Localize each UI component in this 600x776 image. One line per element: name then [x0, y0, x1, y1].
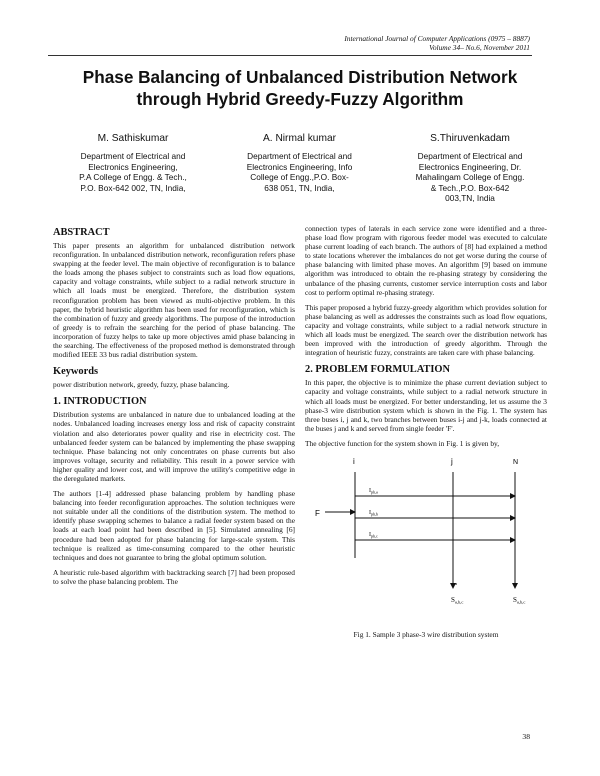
- aff-line: & Tech.,P.O. Box-642: [430, 182, 510, 193]
- aff-line: 638 051, TN, India,: [264, 182, 335, 193]
- title-line-1: Phase Balancing of Unbalanced Distribution Network: [82, 67, 518, 87]
- header-rule: [48, 55, 532, 56]
- current-a-label: $I_{ph,a}$: [369, 487, 378, 495]
- introduction-heading: 1. INTRODUCTION: [53, 396, 147, 408]
- aff-line: Department of Electrical and: [417, 151, 523, 161]
- keywords-text: power distribution network, greedy, fuzzy, phase balancing.: [53, 380, 230, 390]
- keywords-heading: Keywords: [53, 366, 99, 378]
- introduction-paragraph: The authors [1-4] addressed phase balancing problem by handling phase balancing into feeder reconfiguration approaches. The solution techniques were not suitable under all the conditions of the distribution system. The method to identify phase swapping schemes to balance a radial feeder system based on the loads at each load point had been described in [5]. Simulated annealing [6] procedure had been adopted for phase balancing for large-scale system. This technique is realized as time-consuming compared to the other heuristic techniques and does not guarantee to bring the global optimum solution.: [53, 489, 295, 562]
- aff-line: Department of Electrical and: [80, 151, 186, 161]
- left-column: [53, 227, 295, 592]
- author-block-1: [58, 132, 208, 193]
- aff-line: Electronics Engineering,: [88, 161, 178, 172]
- aff-line: Electronics Engineering, Dr.: [418, 161, 522, 172]
- introduction-paragraph: A heuristic rule-based algorithm with backtracking search [7] had been proposed to solve the phase balancing problem. The: [53, 567, 295, 586]
- author-affiliation: [58, 151, 208, 193]
- author-name: S.Thiruvenkadam: [430, 133, 510, 144]
- introduction-paragraph: This paper proposed a hybrid fuzzy-greedy algorithm which provides solution for phase balancing as well as addresses the constraints such as load flow equations, capacity and voltage constraints, while subject to a radial network structure in which all loads must be energized. The search over the distribution network has been improved with the introduction of greedy algorithm. Through the integration of heuristic fuzzy, constraints are taken care with phase balancing.: [305, 302, 547, 358]
- figure-1: [305, 454, 547, 642]
- aff-line: Mahalingam College of Engg.: [415, 172, 525, 183]
- problem-heading: 2. PROBLEM FORMULATION: [305, 364, 450, 376]
- aff-line: P.O. Box-642 002, TN, India,: [80, 182, 186, 193]
- journal-volume: Volume 34– No.6, November 2011: [429, 43, 530, 52]
- author-affiliation: [395, 151, 545, 204]
- problem-paragraph: In this paper, the objective is to minimize the phase current deviation subject to capacity and voltage constraints, while subject to a radial network structure in which all loads must be energized. For better understanding, let us assume the 3 phase-3 wire distribution system which is shown in the Fig. 1. The system has three buses i, j and k, two branches between buses i-j and j-k, loads connected at the buses j and k and served from single feeder 'F'.: [305, 378, 547, 433]
- author-name: A. Nirmal kumar: [262, 133, 337, 144]
- bus-i-label: i: [353, 456, 355, 466]
- aff-line: Electronics Engineering, Info: [246, 161, 353, 172]
- bus-j-label: j: [451, 456, 453, 466]
- abstract-heading: ABSTRACT: [53, 227, 110, 238]
- feeder-label: F: [315, 508, 320, 518]
- journal-name: International Journal of Computer Applications (0975 – 8887): [344, 34, 530, 43]
- introduction-paragraph: Distribution systems are unbalanced in nature due to unbalanced loading at the nodes. Unbalanced loading increases energy loss and risk of capacity constraint violation and also deteriorates power quality and rise in electricity cost. The unbalanced feeder system can be balanced by implementing the phase swapping technique. Phase balancing not only concentrates on phase currents but also improves voltage, security and reliability. This result in a power service with higher quality and lower cost, and will improve the utility's competitive edge in the deregulated markets.: [53, 410, 295, 483]
- paper-title: [40, 66, 560, 110]
- distribution-diagram: [305, 454, 547, 629]
- right-column: [305, 224, 547, 642]
- load-n-label: $S_{a,b,c}$: [513, 595, 526, 605]
- author-affiliation: [227, 151, 372, 193]
- current-b-label: $I_{ph,b}$: [369, 509, 378, 517]
- journal-header: [344, 34, 530, 52]
- author-block-3: [395, 132, 545, 204]
- load-j-drop: [453, 558, 457, 584]
- aff-line: P.A College of Engg. & Tech.,: [79, 172, 187, 183]
- page-number: 38: [522, 732, 530, 741]
- problem-paragraph: The objective function for the system shown in Fig. 1 is given by,: [305, 438, 500, 448]
- current-c-label: $I_{ph,c}$: [369, 531, 378, 539]
- figure-caption: Fig 1. Sample 3 phase-3 wire distribution system: [353, 629, 499, 639]
- author-block-2: [227, 132, 372, 193]
- abstract-text: This paper presents an algorithm for unbalanced distribution network reconfiguration. In unbalanced distribution network, reconfiguration refers phase swapping at the feeder level. The main objective of reconfiguration is to balance the loads among the phases subject to constraints such as load flow equations, capacity and voltage constraints, while subject to a radial network structure in which all loads must be energized. Therefore, the distribution system reconfiguration problem has been viewed as multi-objective problem. In this paper, the hybrid heuristic algorithm has been used for reconfiguration, which is the combination of fuzzy and greedy algorithms. The purpose of the introduction of greedy is to refrain the searching for the period of phase balancing. The incorporation of fuzzy helps to take up more objectives amid phase balancing in the searching. The effectiveness of the proposed method is demonstrated through modified IEEE 33 bus radial distribution system.: [53, 241, 295, 360]
- aff-line: College of Engg.,P.O. Box-: [250, 172, 349, 183]
- title-line-2: through Hybrid Greedy-Fuzzy Algorithm: [136, 89, 464, 109]
- author-name: M. Sathiskumar: [97, 133, 169, 144]
- aff-line: Department of Electrical and: [247, 151, 352, 161]
- aff-line: 003,TN, India: [445, 193, 495, 204]
- load-j-label: $S_{a,b,c}$: [451, 595, 464, 605]
- bus-n-label: N: [513, 458, 519, 466]
- introduction-paragraph: connection types of laterals in each service zone were identified and a three-phase load flow program with rigorous feeder model was executed to calculate phase current loading of each branch. The authors of [8] had explained a method to state locations wherever the imbalances do not get worse during the course of phase balancing with limited phase moves. An algorithm [9] based on immune algorithm was introduced to obtain the re-phasing strategy by considering the unbalance of the phasing currents, customer service interruption costs and labor cost to perform optimal re-phasing strategy.: [305, 224, 547, 297]
